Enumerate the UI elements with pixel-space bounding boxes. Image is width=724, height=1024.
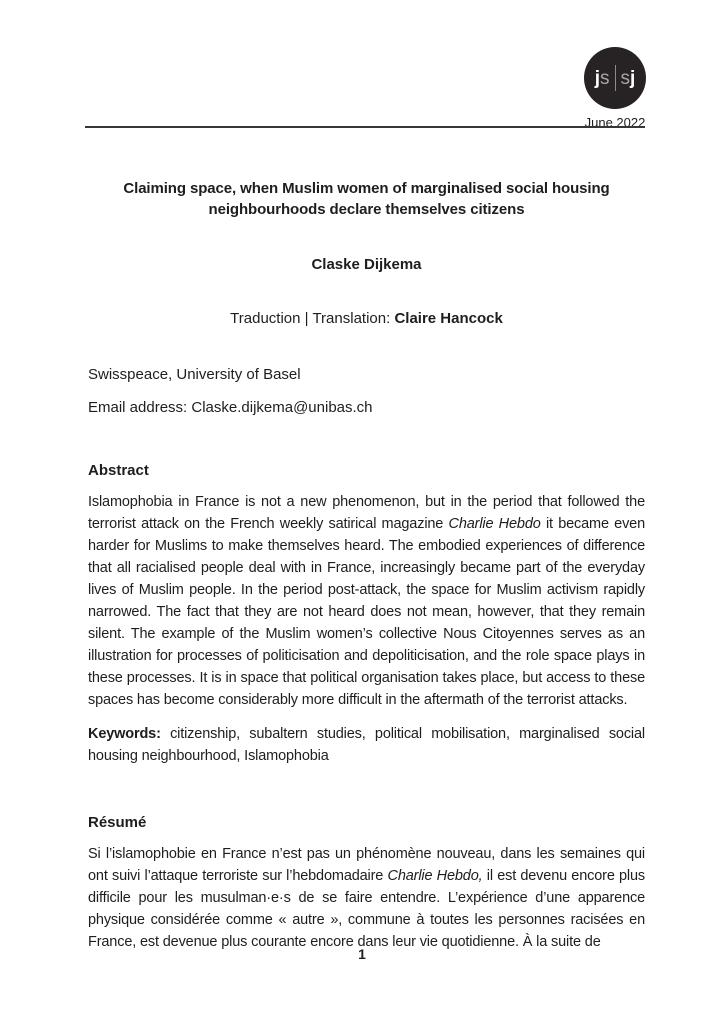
affiliation: Swisspeace, University of Basel bbox=[88, 366, 301, 383]
article-title: Claiming space, when Muslim women of marginalised social housing neighbourhoods declare themselves citizens bbox=[123, 180, 610, 218]
jssj-logo-icon bbox=[584, 47, 646, 109]
keywords-line: Keywords: citizenship, subaltern studies, political mobilisation, marginalised social housing neighbourhood, Islamophobia bbox=[88, 726, 645, 764]
issue-date: June 2022 bbox=[584, 115, 646, 130]
abstract-paragraph: Islamophobia in France is not a new phenomenon, but in the period that followed the terrorist attack on the French weekly satirical magazine Charlie Hebdo it became even harder for Muslims to make themselves heard. The embodied experiences of difference that all racialised people deal with in France, increasingly became part of the everyday lives of Muslim people. In the period post-attack, the space for Muslim activism rapidly narrowed. The fact that they are not heard does not mean, however, that they remain silent. The example of the Muslim women’s collective Nous Citoyennes serves as an illustration for processes of politicisation and depoliticisation, and the role space plays in these processes. It is in space that political organisation takes place, but access to these spaces has become considerably more difficult in the aftermath of the terrorist attacks. bbox=[88, 494, 646, 708]
article-content bbox=[88, 128, 645, 953]
email-line: Email address: Claske.dijkema@unibas.ch bbox=[88, 399, 373, 416]
abstract-heading: Abstract bbox=[88, 462, 149, 479]
logo-divider bbox=[615, 65, 616, 91]
translation-credit: Traduction | Translation: Claire Hancock bbox=[230, 310, 503, 327]
resume-paragraph: Si l’islamophobie en France n’est pas un phénomène nouveau, dans les semaines qui ont suivi l’attaque terroriste sur l’hebdomadaire Charlie Hebdo, il est devenu encore plus difficile pour les musulman·e·s de se faire entendre. L’expérience d’une apparence physique considérée comme « autre », commune à toutes les personnes racisées en France, est devenue plus courante encore dans leur vie quotidienne. À la suite de bbox=[88, 846, 645, 950]
resume-heading: Résumé bbox=[88, 814, 147, 831]
logo-letter-s-left: s bbox=[600, 67, 610, 89]
page-number: 1 bbox=[358, 946, 366, 962]
logo-letter-j-right: j bbox=[630, 67, 636, 89]
header-logo-block bbox=[583, 47, 647, 130]
author-name: Claske Dijkema bbox=[311, 256, 422, 273]
logo-letter-s-right: s bbox=[620, 67, 630, 89]
logo-letter-j-left: j bbox=[594, 67, 600, 89]
